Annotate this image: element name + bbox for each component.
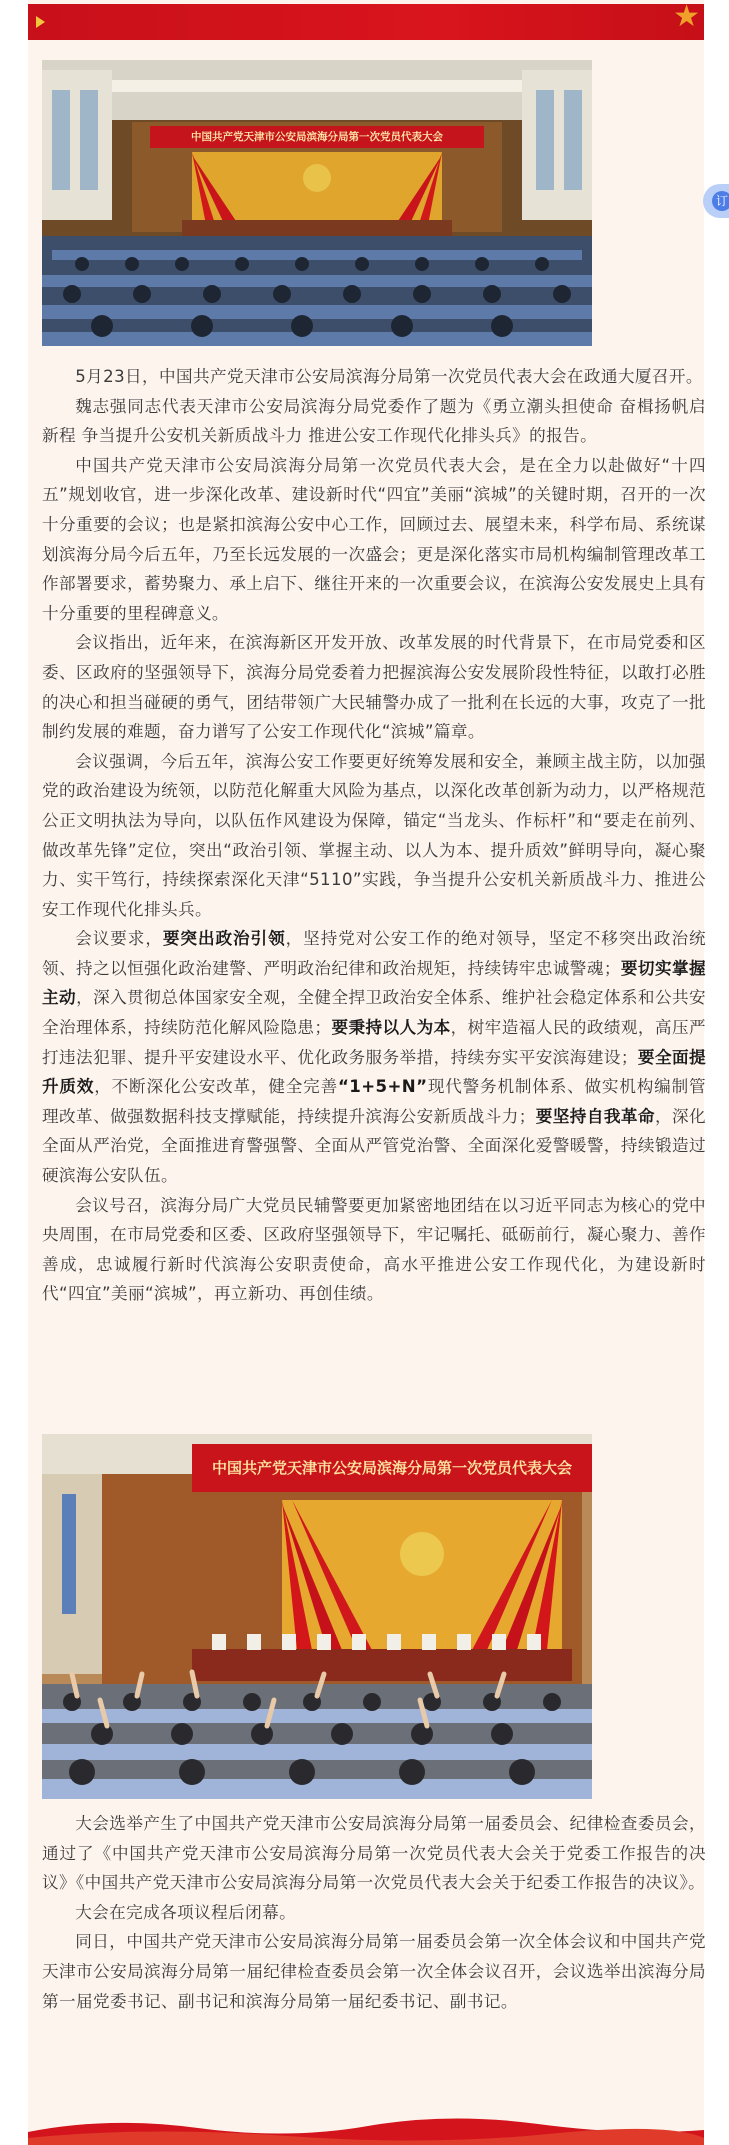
meeting-photo-1 [42,60,592,346]
paragraph: 会议指出，近年来，在滨海新区开发开放、改革发展的时代背景下，在市局党委和区委、区政府的坚强领导下，滨海分局党委着力把握滨海公安发展阶段性特征，以敢打必胜的决心和担当碰硬的勇气，团结带领广大民辅警办成了一批利在长远的大事，攻克了一批制约发展的难题，奋力谱写了公安工作现代化“滨城”篇章。 [42,633,706,742]
text-run: ，深入贯彻总体国家安全观，全健全捍卫政治安全体系、维护社会稳定体系和公共安全治理体系，持续防范化解风险隐患； [42,988,706,1038]
paragraph: 会议号召，滨海分局广大党员民辅警要更加紧密地团结在以习近平同志为核心的党中央周围，在市局党委和区委、区政府坚强领导下，牢记嘱托、砥砺前行，凝心聚力、善作善成，忠诚履行新时代滨海公安职责使命，高水平推进公安工作现代化，为建设新时代“四宜”美丽“滨城”，再立新功、再创佳绩。 [42,1195,706,1304]
text-run: ，不断深化公安改革，健全完善 [94,1077,338,1097]
bold-text-run: 要全面提升质效 [42,1047,706,1097]
photo2-banner-text: 中国共产党天津市公安局滨海分局第一次党员代表大会 [211,1459,572,1477]
bold-text-run: “1+5+N” [338,1077,428,1097]
paragraph: 会议强调，今后五年，滨海公安工作要更好统筹发展和安全，兼顾主战主防，以加强党的政治建设为统领，以防范化解重大风险为基点，以深化改革创新为动力，以严格规范公正文明执法为导向，以队伍作风建设为保障，锚定“当龙头、作标杆”和“要走在前列、做改革先锋”定位，突出“政治引领、掌握主动、以人为本、提升质效”鲜明导向，凝心聚力、实干笃行，持续探索深化天津“5110”实践，争当提升公安机关新质战斗力、推进公安工作现代化排头兵。 [42,751,706,919]
paragraph: 中国共产党天津市公安局滨海分局第一次党员代表大会，是在全力以赴做好“十四五”规划收官，进一步深化改革、建设新时代“四宜”美丽“滨城”的关键时期，召开的一次十分重要的会议；也是紧扣滨海公安中心工作，回顾过去、展望未来，科学布局、系统谋划滨海分局今后五年，乃至长远发展的一次盛会；更是深化落实市局机构编制管理改革工作部署要求，蓄势聚力、承上启下、继往开来的一次重要会议，在滨海公安发展史上具有十分重要的里程碑意义。 [42,455,706,623]
star-icon: ★ [673,0,700,34]
bold-text-run: 要突出政治引领 [162,929,286,949]
text-run: 会议要求， [75,929,163,949]
paragraph-requirements [42,924,706,1190]
paragraph: 大会在完成各项议程后闭幕。 [75,1902,297,1922]
paragraph: 魏志强同志代表天津市公安局滨海分局党委作了题为《勇立潮头担使命 奋楫扬帆启新程 争当提升公安机关新质战斗力 推进公安工作现代化排头兵》的报告。 [42,396,706,446]
article-body-section-1 [42,362,706,1309]
bold-text-run: 要坚持自我革命 [535,1106,655,1126]
side-button-label: 订 [712,191,729,211]
triangle-icon [36,16,45,28]
text-run: ，树牢造福人民的政绩观，高压严打违法犯罪、提升平安建设水平、优化政务服务举措，持续夯实平安滨海建设； [42,1018,706,1067]
bold-text-run: 要切实掌握主动 [42,958,706,1008]
paragraph: 5月23日，中国共产党天津市公安局滨海分局第一次党员代表大会在政通大厦召开。 [75,367,703,386]
text-run: 现代警务机制体系、做实机构编制管理改革、做强数据科技支撑赋能，持续提升滨海公安新质战斗力； [42,1077,706,1126]
paragraph: 同日，中国共产党天津市公安局滨海分局第一届委员会第一次全体会议和中国共产党天津市公安局滨海分局第一届纪律检查委员会第一次全体会议召开，会议选举出滨海分局第一届党委书记、副书记和滨海分局第一届纪委书记、副书记。 [42,1932,706,2011]
text-run: ，坚持党对公安工作的绝对领导，坚定不移突出政治统领、持之以恒强化政治建警、严明政治纪律和政治规矩，持续铸牢忠诚警魂； [42,929,706,978]
floating-side-button[interactable] [703,184,729,218]
bold-text-run: 要秉持以人为本 [331,1018,451,1038]
bottom-decorative-wave [28,2110,704,2145]
article-body-section-2 [42,1809,706,2016]
top-decorative-banner [28,0,704,40]
text-run: ，深化全面从严治党，全面推进育警强警、全面从严管党治警、全面深化爱警暖警，持续锻造过硬滨海公安队伍。 [42,1106,706,1186]
meeting-photo-2 [42,1434,592,1799]
article-page [28,0,704,2145]
paragraph: 大会选举产生了中国共产党天津市公安局滨海分局第一届委员会、纪律检查委员会，通过了《中国共产党天津市公安局滨海分局第一次党员代表大会关于党委工作报告的决议》《中国共产党天津市公安局滨海分局第一次党员代表大会关于纪委工作报告的决议》。 [42,1814,706,1893]
photo1-banner-text: 中国共产党天津市公安局滨海分局第一次党员代表大会 [191,131,443,143]
